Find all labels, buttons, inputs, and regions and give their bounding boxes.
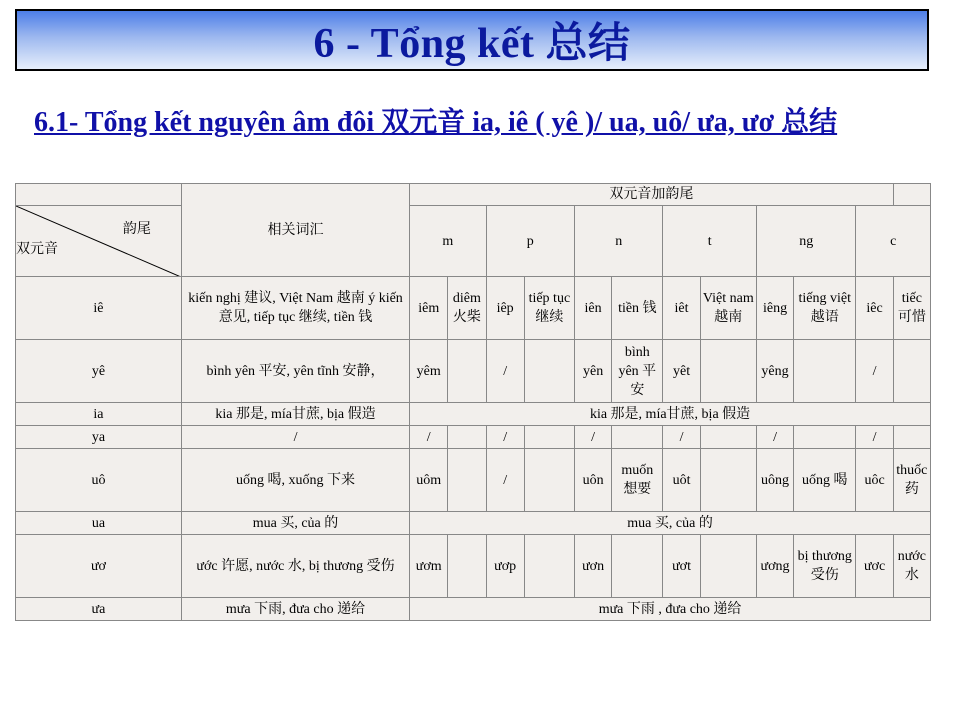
table-cell: / [663,426,700,449]
table-cell: yêm [410,340,448,403]
table-cell [612,535,663,598]
table-cell: bình yên 平安 [612,340,663,403]
diphthong-label: uô [16,449,182,512]
table-cell: / [856,340,893,403]
table-row [16,512,931,535]
table-row [16,535,931,598]
diphthong-label: ya [16,426,182,449]
table-cell [448,426,486,449]
table-cell [794,426,856,449]
table-cell: diêm 火柴 [448,277,486,340]
table-cell [524,426,574,449]
table-cell: uôn [575,449,612,512]
table-row [16,206,931,277]
diphthong-label: ươ [16,535,182,598]
empty-cell [893,184,930,206]
final-header: ng [756,206,856,277]
table-cell: ươt [663,535,700,598]
table-cell [700,340,756,403]
table-cell: uôt [663,449,700,512]
table-row [16,277,931,340]
table-cell: tiếc 可惜 [893,277,930,340]
table-cell: / [575,426,612,449]
table-cell [893,340,930,403]
table-cell: uôm [410,449,448,512]
table-cell: / [486,426,524,449]
table-cell: / [486,449,524,512]
section-subtitle: 6.1- Tổng kết nguyên âm đôi 双元音 ia, iê ( yê )/ ua, uô/ ưa, ươ 总结 [34,107,838,138]
table-cell: yên [575,340,612,403]
merged-cell: mua 买, của 的 [410,512,931,535]
table-cell: / [486,340,524,403]
table-cell [448,340,486,403]
final-header: m [410,206,486,277]
table-cell [524,449,574,512]
vowel-summary-table [15,183,931,621]
empty-cell [16,184,182,206]
table-cell: ươc [856,535,893,598]
table-cell: tiếng việt 越语 [794,277,856,340]
table-cell: ương [756,535,793,598]
vocab-cell: mưa 下雨, đưa cho 递给 [181,598,409,621]
table-cell [700,426,756,449]
merged-cell: kia 那是, mía甘蔗, bịa 假造 [410,403,931,426]
table-cell: tiền 钱 [612,277,663,340]
final-header: p [486,206,574,277]
vocab-cell: uống 喝, xuống 下来 [181,449,409,512]
table-cell: iêng [756,277,793,340]
table-cell: ươm [410,535,448,598]
corner-label-diphthong: 双元音 [16,242,58,257]
diphthong-label: ưa [16,598,182,621]
corner-label-final: 韵尾 [122,222,151,237]
table-cell: / [856,426,893,449]
table-cell: yêt [663,340,700,403]
final-header: c [856,206,931,277]
corner-header-cell [16,206,182,277]
table-cell: ươn [575,535,612,598]
table-cell: uống 喝 [794,449,856,512]
table-cell: iêt [663,277,700,340]
final-header: t [663,206,756,277]
table-cell: / [410,426,448,449]
table-cell: uôc [856,449,893,512]
final-header: n [575,206,663,277]
vocab-cell: bình yên 平安, yên tĩnh 安静， [181,340,409,403]
table-cell [524,535,574,598]
table-cell [700,535,756,598]
vocab-cell: kia 那是, mía甘蔗, bịa 假造 [181,403,409,426]
diphthong-label: ia [16,403,182,426]
vocab-cell: / [181,426,409,449]
merged-cell: mưa 下雨 , đưa cho 递给 [410,598,931,621]
table-cell: thuốc 药 [893,449,930,512]
table-cell: bị thương 受伤 [794,535,856,598]
table-cell: iêc [856,277,893,340]
vocab-cell: kiến nghị 建议, Việt Nam 越南 ý kiến 意见, tiếp tục 继续, tiền 钱 [181,277,409,340]
table-cell: iêm [410,277,448,340]
table-row [16,426,931,449]
diphthong-label: ua [16,512,182,535]
diphthong-label: yê [16,340,182,403]
table-cell [524,340,574,403]
table-cell: iêp [486,277,524,340]
table-cell: nước 水 [893,535,930,598]
table-cell: Việt nam 越南 [700,277,756,340]
table-cell [448,535,486,598]
table-cell [700,449,756,512]
table-cell: muốn 想要 [612,449,663,512]
vocab-cell: ước 许愿, nước 水, bị thương 受伤 [181,535,409,598]
table-cell: iên [575,277,612,340]
table-row [16,449,931,512]
table-cell: yêng [756,340,793,403]
vocab-header: 相关词汇 [181,184,409,277]
top-header: 双元音加韵尾 [410,184,894,206]
table-row [16,184,931,206]
table-cell [612,426,663,449]
table-cell: tiếp tục 继续 [524,277,574,340]
page-title: 6 - Tổng kết 总结 [313,21,631,67]
title-banner [15,9,929,71]
table-cell: uông [756,449,793,512]
table-cell [893,426,930,449]
table-row [16,403,931,426]
table-cell [448,449,486,512]
table-cell [794,340,856,403]
table-cell: ươp [486,535,524,598]
table-cell: / [756,426,793,449]
table-row [16,598,931,621]
table-row [16,340,931,403]
vocab-cell: mua 买, của 的 [181,512,409,535]
diphthong-label: iê [16,277,182,340]
